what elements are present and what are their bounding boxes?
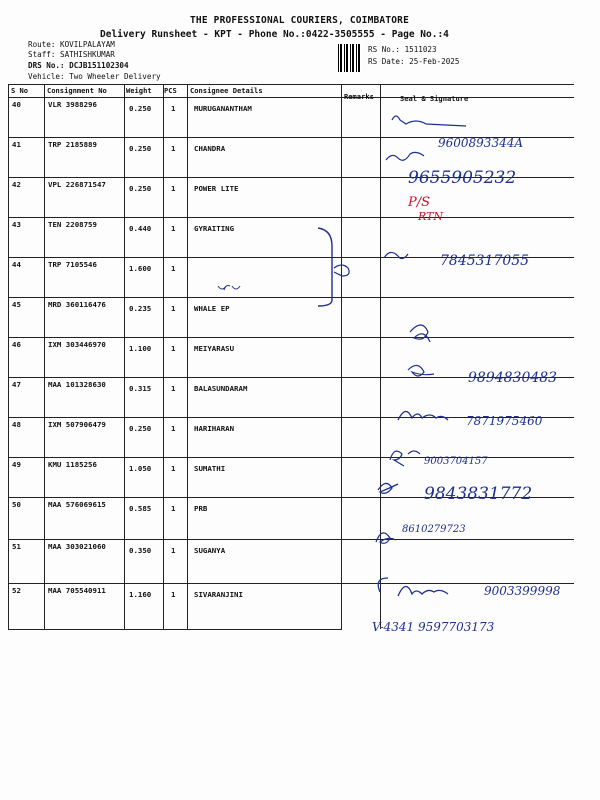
cell-sno: 45 [12,300,21,309]
handwritten-phone: V-4341 9597703173 [372,620,495,634]
cell-consignment: IXM 507906479 [48,420,106,429]
cell-consignee: SUMATHI [194,464,226,473]
cell-consignee: PRB [194,504,208,513]
col-header-consignee: Consignee Details [190,86,263,95]
cell-consignment: MAA 101328630 [48,380,106,389]
cell-weight: 0.440 [129,224,152,233]
cell-consignee: CHANDRA [194,144,226,153]
cell-consignee: GYRAITING [194,224,235,233]
cell-weight: 0.250 [129,424,152,433]
handwritten-remark: P/S [408,195,431,210]
cell-sno: 51 [12,542,21,551]
cell-pcs: 1 [171,264,176,273]
signature-stroke [378,483,398,493]
cell-pcs: 1 [171,384,176,393]
cell-pcs: 1 [171,184,176,193]
cell-weight: 0.350 [129,546,152,555]
cell-consignment: VPL 226871547 [48,180,106,189]
route-label: Route: KOVILPALAYAM [28,40,115,49]
handwritten-phone: 9655905232 [408,168,517,188]
col-header-seal: Seal & Signature [400,94,469,103]
signature-stroke [378,578,448,596]
signature-stroke [410,325,430,342]
cell-sno: 41 [12,140,21,149]
drs-number: DRS No.: DCJB151102304 [28,61,129,70]
handwritten-phone: 7845317055 [440,253,530,269]
cell-pcs: 1 [171,304,176,313]
vehicle-label: Vehicle: Two Wheeler Delivery [28,72,161,81]
cell-sno: 40 [12,100,21,109]
col-header-remarks: Remarks [344,92,374,101]
cell-sno: 46 [12,340,21,349]
handwritten-phone: 8610279723 [402,524,466,535]
cell-weight: 1.050 [129,464,152,473]
cell-consignment: TEN 2208759 [48,220,97,229]
rs-date: RS Date: 25-Feb-2025 [368,57,460,66]
handwritten-phone: 9600893344A [438,136,524,150]
faint-mark [218,286,240,291]
cell-weight: 1.100 [129,344,152,353]
cell-consignment: MRD 360116476 [48,300,106,309]
signature-stroke [390,451,420,466]
cell-consignment: MAA 303021060 [48,542,106,551]
cell-weight: 0.585 [129,504,152,513]
company-title: THE PROFESSIONAL COURIERS, COIMBATORE [190,15,410,26]
cell-weight: 0.250 [129,184,152,193]
cell-consignment: VLR 3988296 [48,100,97,109]
cell-consignment: IXM 303446970 [48,340,106,349]
handwritten-phone: 7871975460 [466,414,543,428]
rs-number: RS No.: 1511023 [368,45,437,54]
cell-sno: 44 [12,260,21,269]
col-header-consignment: Consignment No [47,86,107,95]
staff-label: Staff: SATHISHKUMAR [28,50,115,59]
col-header-pcs: PCS [164,86,177,95]
cell-consignee: BALASUNDARAM [194,384,248,393]
runsheet-title: Delivery Runsheet - KPT - Phone No.:0422-3505555 - Page No.:4 [100,29,449,40]
cell-weight: 1.600 [129,264,152,273]
cell-pcs: 1 [171,504,176,513]
cell-consignment: TRP 7105546 [48,260,97,269]
cell-weight: 0.235 [129,304,152,313]
cell-consignment: MAA 576069615 [48,500,106,509]
col-header-sno: S No [11,86,29,95]
remark-mark [334,265,349,276]
cell-pcs: 1 [171,590,176,599]
signature-stroke [408,365,434,376]
cell-sno: 48 [12,420,21,429]
cell-consignment: MAA 705540911 [48,586,106,595]
col-header-weight: Weight [126,86,152,95]
cell-consignee: MEIYARASU [194,344,235,353]
cell-sno: 47 [12,380,21,389]
cell-consignee: SIVARANJINI [194,590,243,599]
cell-weight: 0.250 [129,144,152,153]
cell-pcs: 1 [171,144,176,153]
handwritten-phone: 9894830483 [468,370,558,386]
bracket-mark [318,228,332,306]
handwritten-remark: RTN [418,210,444,223]
cell-consignee: WHALE EP [194,304,230,313]
cell-consignee: SUGANYA [194,546,226,555]
cell-pcs: 1 [171,344,176,353]
signature-stroke [398,411,448,420]
cell-sno: 49 [12,460,21,469]
cell-consignee: HARIHARAN [194,424,235,433]
signature-stroke [384,252,408,258]
cell-consignee: MURUGANANTHAM [194,104,252,113]
cell-consignment: KMU 1185256 [48,460,97,469]
cell-weight: 0.250 [129,104,152,113]
cell-consignee: POWER LITE [194,184,239,193]
cell-sno: 52 [12,586,21,595]
cell-pcs: 1 [171,546,176,555]
cell-consignment: TRP 2185889 [48,140,97,149]
signature-stroke [376,533,396,543]
cell-sno: 42 [12,180,21,189]
cell-pcs: 1 [171,104,176,113]
cell-pcs: 1 [171,424,176,433]
cell-sno: 50 [12,500,21,509]
handwritten-phone: 9003704157 [424,456,488,467]
cell-pcs: 1 [171,464,176,473]
cell-weight: 0.315 [129,384,152,393]
signature-stroke [392,116,466,126]
cell-weight: 1.160 [129,590,152,599]
handwritten-phone: 9003399998 [484,584,561,598]
signature-stroke [386,152,424,160]
cell-pcs: 1 [171,224,176,233]
cell-sno: 43 [12,220,21,229]
handwritten-phone: 9843831772 [424,484,533,504]
